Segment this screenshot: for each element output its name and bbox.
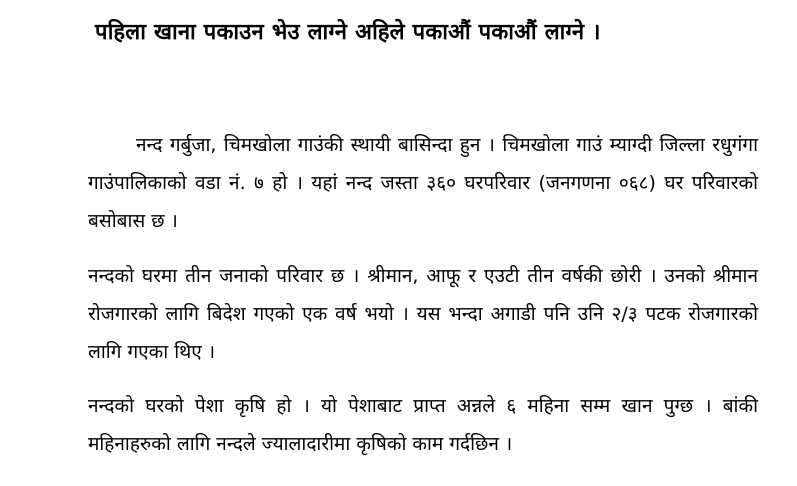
paragraph-1: नन्द गर्बुजा, चिमखोला गाउंकी स्थायी बासिन्दा हुन । चिमखोला गाउं म्याग्दी जिल्ला रधुगंगा गाउंपालिकाको वडा नं. ७ हो । यहां नन्द जस्ता ३६० घरपरिवार (जनगणना ०६८) घर परिवारको बसोबास छ । bbox=[88, 134, 758, 232]
paragraph-3: नन्दको घरको पेशा कृषि हो । यो पेशाबाट प्राप्त अन्नले ६ महिना सम्म खान पुग्छ । बांकी महिनाहरुको लागि नन्दले ज्यालादारीमा कृषिको काम गर्दछिन । bbox=[88, 395, 758, 455]
document-title: पहिला खाना पकाउन भेउ लाग्ने अहिले पकाऔं पकाऔं लाग्ने । bbox=[95, 20, 601, 45]
paragraph-2: नन्दको घरमा तीन जनाको परिवार छ । श्रीमान, आफू र एउटी तीन वर्षकी छोरी । उनको श्रीमान रोजगारको लागि बिदेश गएको एक वर्ष भयो । यस भन्दा अगाडी पनि उनि २/३ पटक रोजगारको लागि गएका थिए । bbox=[88, 265, 758, 363]
